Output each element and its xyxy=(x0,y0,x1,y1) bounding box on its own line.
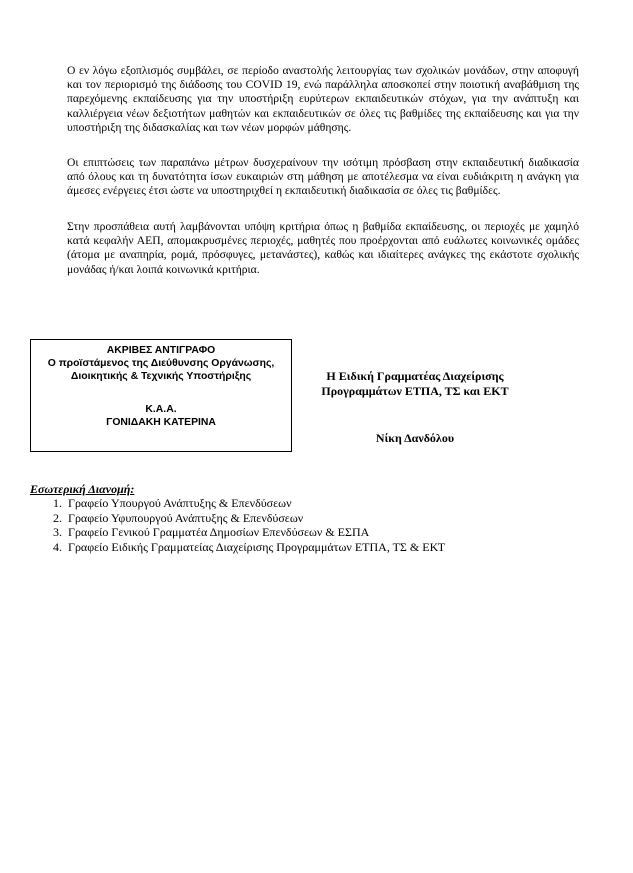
list-item: 1. Γραφείο Υπουργού Ανάπτυξης & Επενδύσεων xyxy=(53,496,292,510)
list-item: 2. Γραφείο Υφυπουργού Ανάπτυξης & Επενδύσεων xyxy=(53,510,304,525)
certified-copy-stamp xyxy=(30,339,292,452)
signatory-title-line-1: Η Ειδική Γραμματέας Διαχείρισης xyxy=(326,369,504,383)
stamp-title: ΑΚΡΙΒΕΣ ΑΝΤΙΓΡΑΦΟ xyxy=(106,345,216,356)
signatory-name: Νίκη Δανδόλου xyxy=(375,431,455,445)
stamp-role-line-1: Ο προϊστάμενος της Διεύθυνσης Οργάνωσης, xyxy=(47,358,275,369)
list-item: 4. Γραφείο Ειδικής Γραμματείας Διαχείρισης Προγραμμάτων ΕΤΠΑ, ΤΣ & ΕΚΤ xyxy=(53,539,446,554)
distribution-list xyxy=(30,496,445,554)
signatory-title xyxy=(300,369,530,399)
stamp-name: ΓΟΝΙΔΑΚΗ ΚΑΤΕΡΙΝΑ xyxy=(106,417,216,428)
body-paragraph-3: Στην προσπάθεια αυτή λαμβάνονται υπόψη κριτήρια όπως η βαθμίδα εκπαίδευσης, οι περιοχές με χαμηλό κατά κεφαλήν ΑΕΠ, απομακρυσμένες περιοχές, μαθητές που προέρχονται από ευάλωτες κοινωνικές ομάδες (άτομα με αναπηρία, ρομά, πρόσφυγες, μετανάστες), καθώς και ιδιαίτερες ανάγκες της εκάστοτε σχολικής μονάδας ή/και λοιπά κοινωνικά κριτήρια. xyxy=(67,220,579,276)
stamp-abbrev: Κ.Α.Α. xyxy=(145,404,177,415)
signatory-title-line-2: Προγραμμάτων ΕΤΠΑ, ΤΣ και ΕΚΤ xyxy=(321,384,509,398)
distribution-heading: Εσωτερική Διανομή: xyxy=(30,482,135,496)
stamp-role-line-2: Διοικητικής & Τεχνικής Υποστήριξης xyxy=(70,371,252,382)
list-item: 3. Γραφείο Γενικού Γραμματέα Δημοσίων Επενδύσεων & ΕΣΠΑ xyxy=(53,525,370,540)
body-paragraph-1: Ο εν λόγω εξοπλισμός συμβάλει, σε περίοδο αναστολής λειτουργίας των σχολικών μονάδων, στην αποφυγή και τον περιορισμό της διάδοσης του COVID 19, ενώ παράλληλα αποσκοπεί στην ποιοτική αναβάθμιση της παρεχόμενης εκπαίδευσης για την υποστήριξη ευρύτερων εκπαιδευτικών στόχων, για την ανάπτυξη και καλλιέργεια νέων δεξιοτήτων μαθητών και εκπαιδευτικών σε όλες τις βαθμίδες της εκπαίδευσης και για την υποστήριξη της διδασκαλίας και των νέων μορφών μάθησης. xyxy=(67,64,579,134)
body-paragraph-2: Οι επιπτώσεις των παραπάνω μέτρων δυσχεραίνουν την ισότιμη πρόσβαση στην εκπαιδευτική διαδικασία από όλους και τη δυνατότητα ίσων ευκαιριών στη μάθηση με αποτέλεσμα να είναι ευδιάκριτη η ανάγκη για άμεσες ενέργειες έτσι ώστε να υποστηριχθεί η εκπαιδευτική διαδικασία σε όλες τις βαθμίδες. xyxy=(67,156,579,198)
